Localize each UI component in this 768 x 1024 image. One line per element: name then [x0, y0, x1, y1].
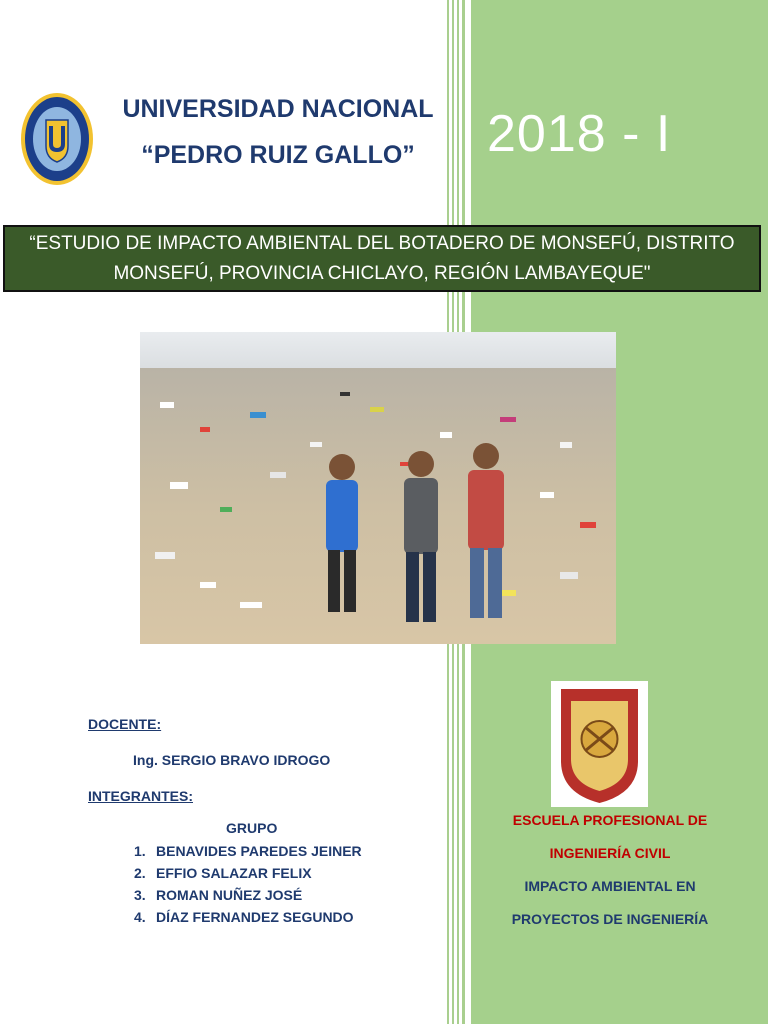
member-item: 3. ROMAN NUÑEZ JOSÉ — [134, 887, 303, 903]
university-seal-icon — [20, 92, 94, 186]
member-item: 1. BENAVIDES PAREDES JEINER — [134, 843, 362, 859]
docente-name: Ing. SERGIO BRAVO IDROGO — [133, 752, 331, 768]
member-item: 4. DÍAZ FERNANDEZ SEGUNDO — [134, 909, 354, 925]
project-title: “ESTUDIO DE IMPACTO AMBIENTAL DEL BOTADERO DE MONSEFÚ, DISTRITO MONSEFÚ, PROVINCIA CHICLAYO, REGIÓN LAMBAYEQUE" — [29, 232, 735, 284]
faculty-seal-icon — [551, 681, 648, 807]
university-name-line2: “PEDRO RUIZ GALLO” — [141, 141, 415, 169]
course-name-line1: IMPACTO AMBIENTAL EN — [524, 878, 696, 894]
semester-year: 2018 - I — [487, 105, 672, 163]
school-name-line2: INGENIERÍA CIVIL — [549, 845, 671, 861]
university-name-line1: UNIVERSIDAD NACIONAL — [122, 95, 434, 123]
member-list — [134, 840, 362, 928]
project-title-banner — [3, 225, 761, 292]
integrantes-label: INTEGRANTES: — [88, 788, 193, 804]
photo-landfill-students-icon — [140, 332, 616, 644]
member-item: 2. EFFIO SALAZAR FELIX — [134, 865, 312, 881]
course-name-line2: PROYECTOS DE INGENIERÍA — [511, 911, 709, 927]
group-label: GRUPO — [226, 820, 278, 836]
school-name-line1: ESCUELA PROFESIONAL DE — [512, 812, 708, 828]
docente-label: DOCENTE: — [88, 716, 162, 732]
